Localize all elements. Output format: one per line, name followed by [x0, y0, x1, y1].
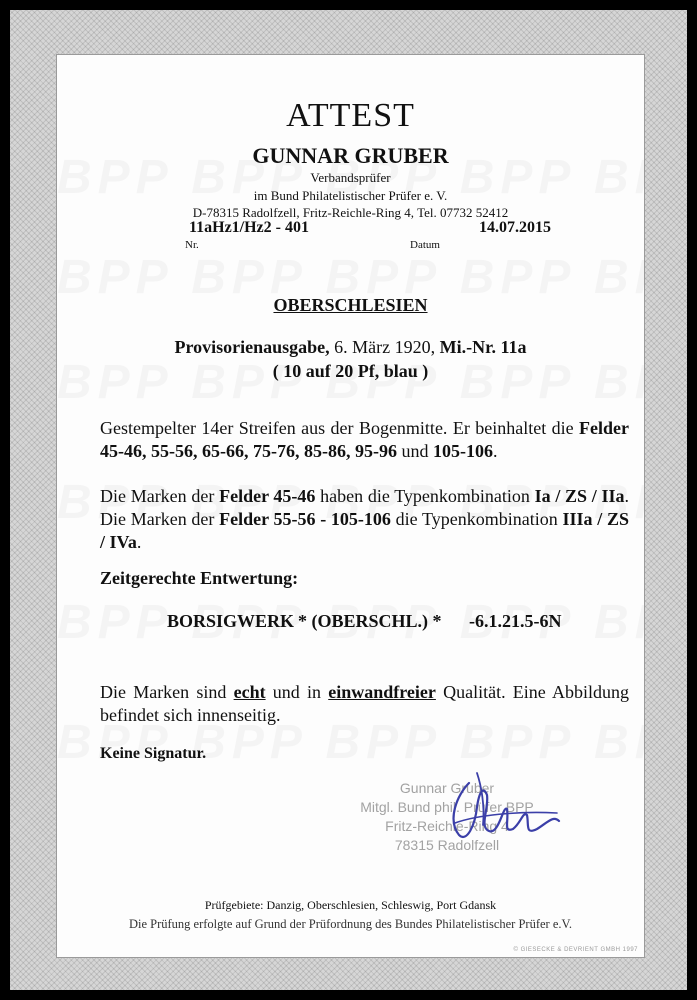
guilloche-border	[10, 10, 687, 990]
handwritten-signature	[417, 765, 567, 855]
region-heading: OBERSCHLESIEN	[273, 295, 428, 315]
no-signature-note: Keine Signatur.	[100, 745, 207, 762]
cancellation-date: -6.1.21.5-6N	[469, 611, 562, 631]
type-combination: Ia / ZS / IIa	[534, 486, 625, 506]
text-run: Qualität. Eine Abbildung befindet sich innenseitig.	[100, 682, 629, 725]
expert-role: Verbandsprüfer	[310, 170, 391, 185]
quality-word: einwandfreier	[328, 682, 436, 702]
text-run: und in	[265, 682, 329, 702]
genuine-word: echt	[233, 682, 266, 702]
certificate-date: 14.07.2015	[479, 219, 551, 236]
issue-prefix: Provisorienausgabe,	[174, 337, 330, 357]
certificate-sheet	[57, 55, 644, 957]
association: im Bund Philatelistischer Prüfer e. V.	[253, 188, 448, 203]
denomination: ( 10 auf 20 Pf, blau )	[272, 361, 429, 381]
cancellation-district: * (OBERSCHL.) *	[298, 611, 442, 631]
text-run: und	[396, 441, 433, 461]
date-label: Datum	[410, 239, 440, 251]
text-run: die Typenkombination	[390, 509, 563, 529]
text-run: Gestempelter 14er Streifen aus der Bogenmitte. Er beinhaltet die	[100, 418, 580, 438]
text-run: Die Marken sind	[100, 682, 234, 702]
expert-name: GUNNAR GRUBER	[252, 143, 449, 168]
text-run: haben die Typenkombination	[315, 486, 535, 506]
cancellation-heading: Zeitgerechte Entwertung:	[100, 568, 299, 588]
text-run: Die Marken der	[100, 486, 220, 506]
cancellation-town: BORSIGWERK	[167, 611, 295, 631]
exam-rules: Die Prüfung erfolgte auf Grund der Prüfordnung des Bundes Philatelistischer Prüfer e.V.	[128, 917, 573, 931]
expert-address: D-78315 Radolfzell, Fritz-Reichle-Ring 4, Tel. 07732 52412	[192, 205, 509, 220]
field-numbers: Felder 45-46, 55-56, 65-66, 75-76, 85-86, 95-96	[100, 418, 629, 461]
field-numbers: 105-106	[432, 441, 493, 461]
text-run: .	[492, 441, 498, 461]
issue-line	[57, 337, 644, 358]
text-run: .	[136, 532, 142, 552]
description-paragraph	[100, 417, 629, 463]
stamp-line: 78315 Radolfzell	[394, 837, 500, 853]
stamp-line: Gunnar Gruber	[399, 780, 495, 796]
stamp-line: Mitgl. Bund phil. Prüfer BPP	[360, 799, 534, 815]
quality-paragraph	[100, 681, 629, 727]
field-numbers: Felder 45-46	[219, 486, 316, 506]
text-run: . Die Marken der	[100, 486, 629, 529]
type-combination: IIIa / ZS / IVa	[100, 509, 629, 552]
catalog-number: Mi.-Nr. 11a	[435, 337, 527, 357]
exam-areas: Prüfgebiete: Danzig, Oberschlesien, Schleswig, Port Gdansk	[204, 898, 497, 912]
certificate-title: ATTEST	[286, 97, 415, 134]
stamp-line: Fritz-Reichle-Ring 4	[385, 818, 509, 834]
number-label: Nr.	[185, 239, 199, 251]
field-numbers: Felder 55-56 - 105-106	[219, 509, 391, 529]
issue-date: 6. März 1920,	[329, 337, 436, 357]
printer-imprint: © GIESECKE & DEVRIENT GMBH 1997	[513, 947, 638, 953]
type-combination-paragraph	[100, 485, 629, 554]
certificate-number: 11aHz1/Hz2 - 401	[189, 219, 309, 236]
